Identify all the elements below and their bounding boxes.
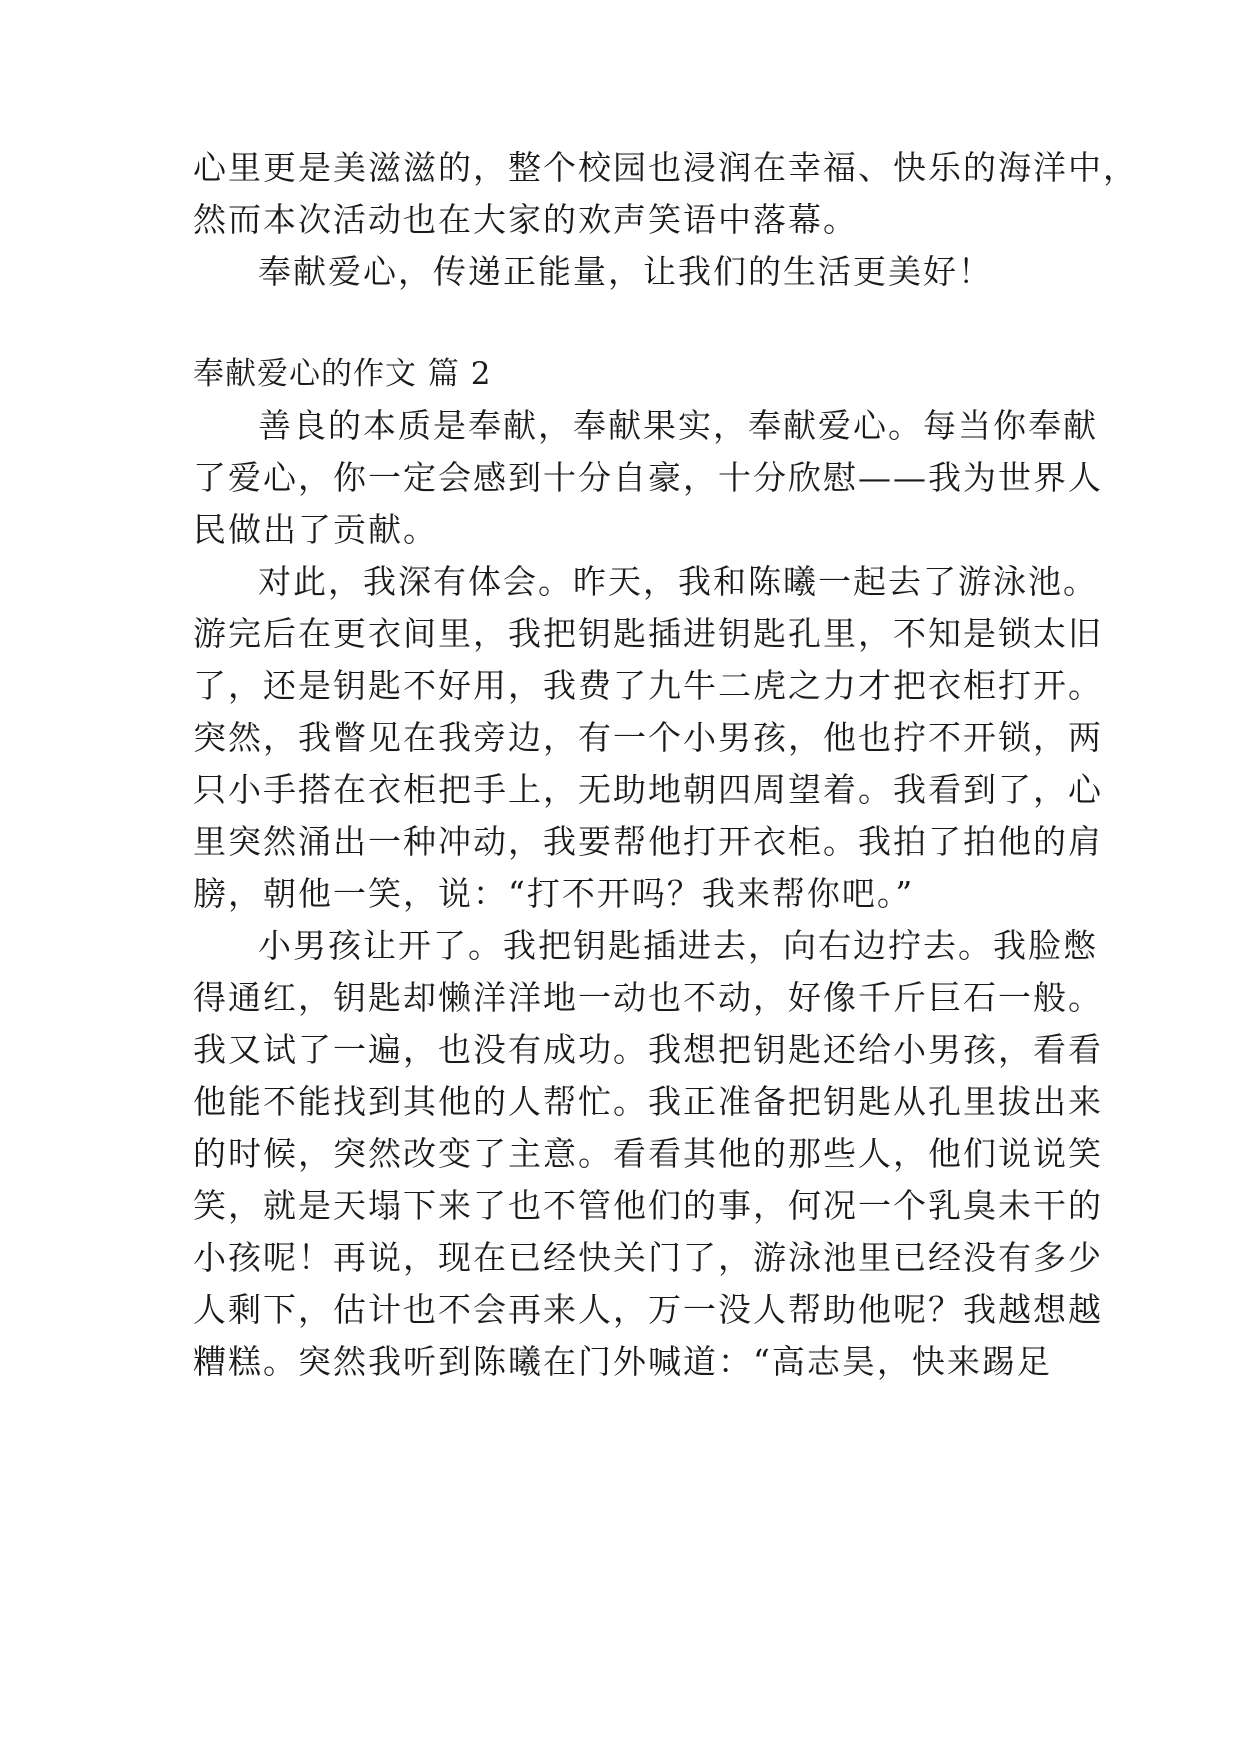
text-line: 的时候，突然改变了主意。看看其他的那些人，他们说说笑 xyxy=(193,1134,1103,1173)
text-line: 然而本次活动也在大家的欢声笑语中落幕。 xyxy=(193,200,858,239)
section-title: 奉献爱心的作文 篇 2 xyxy=(193,356,492,392)
text-line: 他能不能找到其他的人帮忙。我正准备把钥匙从孔里拔出来 xyxy=(193,1082,1103,1121)
text-line: 了爱心，你一定会感到十分自豪，十分欣慰——我为世界人 xyxy=(193,458,1103,497)
text-line: 心里更是美滋滋的，整个校园也浸润在幸福、快乐的海洋中， xyxy=(193,148,1138,187)
paragraph-first-line: 小男孩让开了。我把钥匙插进去，向右边拧去。我脸憋 xyxy=(258,926,1098,965)
text-line: 了，还是钥匙不好用，我费了九牛二虎之力才把衣柜打开。 xyxy=(193,666,1103,705)
text-line: 只小手搭在衣柜把手上，无助地朝四周望着。我看到了，心 xyxy=(193,770,1103,809)
text-line: 笑，就是天塌下来了也不管他们的事，何况一个乳臭未干的 xyxy=(193,1186,1103,1225)
paragraph-first-line: 对此，我深有体会。昨天，我和陈曦一起去了游泳池。 xyxy=(258,562,1098,601)
text-line: 得通红，钥匙却懒洋洋地一动也不动，好像千斤巨石一般。 xyxy=(193,978,1103,1017)
text-line: 人剩下，估计也不会再来人，万一没人帮助他呢？我越想越 xyxy=(193,1290,1103,1329)
text-line: 游完后在更衣间里，我把钥匙插进钥匙孔里，不知是锁太旧 xyxy=(193,614,1103,653)
text-line: 我又试了一遍，也没有成功。我想把钥匙还给小男孩，看看 xyxy=(193,1030,1103,1069)
text-line: 里突然涌出一种冲动，我要帮他打开衣柜。我拍了拍他的肩 xyxy=(193,822,1103,861)
text-line: 糟糕。突然我听到陈曦在门外喊道：“高志昊，快来踢足 xyxy=(193,1342,1052,1381)
paragraph-first-line: 善良的本质是奉献，奉献果实，奉献爱心。每当你奉献 xyxy=(258,406,1098,445)
paragraph-first-line: 奉献爱心，传递正能量，让我们的生活更美好！ xyxy=(258,252,993,291)
text-line: 膀，朝他一笑，说：“打不开吗？我来帮你吧。” xyxy=(193,874,915,913)
text-line: 突然，我瞥见在我旁边，有一个小男孩，他也拧不开锁，两 xyxy=(193,718,1103,757)
text-line: 小孩呢！再说，现在已经快关门了，游泳池里已经没有多少 xyxy=(193,1238,1103,1277)
text-line: 民做出了贡献。 xyxy=(193,510,438,549)
